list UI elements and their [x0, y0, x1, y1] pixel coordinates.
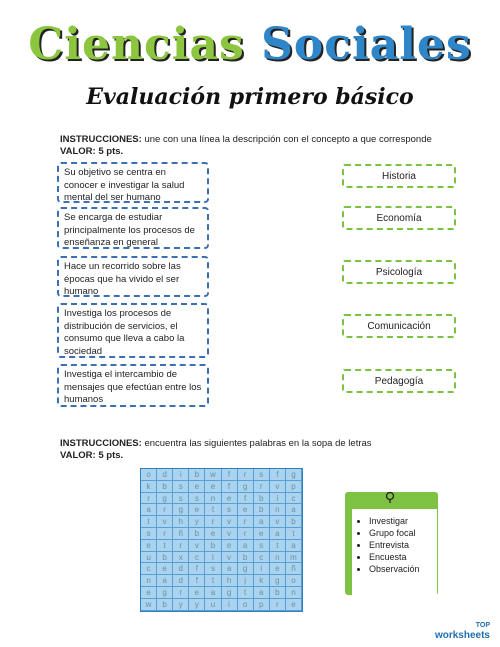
- grid-cell: g: [222, 587, 238, 599]
- grid-cell: n: [270, 504, 286, 516]
- description-box-2: Se encarga de estudiar principalmente los procesos de enseñanza en general: [57, 207, 209, 249]
- grid-cell: n: [286, 587, 302, 599]
- brand-name: worksheets: [434, 630, 490, 641]
- grid-cell: e: [141, 587, 157, 599]
- grid-cell: w: [205, 469, 221, 481]
- grid-cell: g: [270, 575, 286, 587]
- grid-cell: r: [254, 481, 270, 493]
- grid-cell: f: [222, 481, 238, 493]
- grid-cell: y: [189, 599, 205, 611]
- grid-cell: h: [173, 516, 189, 528]
- grid-cell: h: [222, 575, 238, 587]
- grid-cell: v: [189, 540, 205, 552]
- instructions-label: INSTRUCCIONES:: [60, 134, 142, 145]
- grid-cell: f: [189, 575, 205, 587]
- word-search-grid: [140, 468, 303, 612]
- concept-box-4: Comunicación: [342, 314, 456, 338]
- grid-cell: y: [173, 599, 189, 611]
- grid-cell: j: [238, 575, 254, 587]
- grid-cell: a: [286, 504, 302, 516]
- word-list-item: • Grupo focal: [369, 527, 420, 539]
- grid-cell: k: [254, 575, 270, 587]
- grid-cell: b: [157, 481, 173, 493]
- grid-cell: t: [157, 540, 173, 552]
- page-title: [0, 10, 500, 80]
- title-word-2: Sociales: [261, 19, 472, 70]
- grid-cell: b: [270, 587, 286, 599]
- grid-cell: t: [205, 504, 221, 516]
- grid-cell: e: [270, 563, 286, 575]
- concept-box-2: Economía: [342, 206, 456, 230]
- description-box-1: Su objetivo se centra en conocer e investigar la salud mental del ser humano: [57, 162, 209, 203]
- grid-cell: x: [173, 552, 189, 564]
- grid-cell: s: [222, 504, 238, 516]
- grid-cell: r: [173, 540, 189, 552]
- grid-cell: o: [141, 469, 157, 481]
- grid-cell: b: [205, 540, 221, 552]
- value-label: VALOR: 5 pts.: [60, 450, 124, 461]
- grid-cell: e: [141, 540, 157, 552]
- grid-cell: n: [141, 575, 157, 587]
- pin-icon: [384, 491, 396, 503]
- grid-cell: e: [189, 481, 205, 493]
- word-list-card: [345, 492, 438, 595]
- grid-cell: c: [254, 552, 270, 564]
- grid-cell: f: [222, 469, 238, 481]
- grid-cell: c: [141, 563, 157, 575]
- grid-cell: e: [189, 587, 205, 599]
- grid-cell: s: [173, 493, 189, 505]
- grid-cell: y: [189, 516, 205, 528]
- grid-cell: v: [270, 516, 286, 528]
- grid-cell: l: [205, 552, 221, 564]
- grid-cell: b: [254, 504, 270, 516]
- grid-cell: k: [141, 481, 157, 493]
- grid-cell: a: [254, 516, 270, 528]
- grid-cell: s: [205, 563, 221, 575]
- grid-cell: r: [238, 469, 254, 481]
- grid-cell: d: [173, 563, 189, 575]
- grid-cell: e: [222, 493, 238, 505]
- grid-cell: a: [238, 540, 254, 552]
- grid-cell: s: [254, 469, 270, 481]
- instructions-2: [60, 438, 372, 462]
- grid-cell: i: [254, 563, 270, 575]
- grid-cell: m: [286, 552, 302, 564]
- instructions-1: [60, 134, 432, 158]
- grid-cell: r: [238, 528, 254, 540]
- description-box-3: Hace un recorrido sobre las épocas que ha vivido el ser humano: [57, 256, 209, 297]
- grid-cell: e: [286, 599, 302, 611]
- grid-cell: a: [286, 540, 302, 552]
- grid-cell: n: [270, 552, 286, 564]
- grid-cell: u: [141, 552, 157, 564]
- page-subtitle: Evaluación primero básico: [86, 84, 414, 110]
- word-list-item: • Investigar: [369, 515, 420, 527]
- grid-cell: a: [141, 504, 157, 516]
- grid-cell: s: [173, 481, 189, 493]
- grid-cell: e: [205, 528, 221, 540]
- grid-cell: u: [205, 599, 221, 611]
- value-label: VALOR: 5 pts.: [60, 146, 124, 157]
- grid-cell: i: [173, 469, 189, 481]
- grid-cell: e: [205, 481, 221, 493]
- grid-cell: s: [141, 528, 157, 540]
- word-list-item: • Entrevista: [369, 539, 420, 551]
- grid-cell: b: [189, 528, 205, 540]
- word-list-item: • Encuesta: [369, 551, 420, 563]
- grid-cell: o: [238, 599, 254, 611]
- grid-cell: e: [222, 540, 238, 552]
- concept-box-1: Historia: [342, 164, 456, 188]
- grid-cell: a: [254, 587, 270, 599]
- brand-logo: [435, 621, 490, 641]
- grid-cell: a: [270, 528, 286, 540]
- grid-cell: a: [157, 575, 173, 587]
- brand-top: TOP: [475, 622, 490, 629]
- description-box-5: Investiga el intercambio de mensajes que efectúan entre los humanos: [57, 364, 209, 407]
- word-list-paper: [352, 509, 437, 596]
- grid-cell: b: [157, 552, 173, 564]
- grid-cell: r: [173, 587, 189, 599]
- grid-cell: b: [254, 493, 270, 505]
- grid-cell: g: [173, 504, 189, 516]
- grid-cell: r: [205, 516, 221, 528]
- grid-cell: v: [222, 528, 238, 540]
- grid-cell: f: [238, 493, 254, 505]
- grid-cell: b: [238, 552, 254, 564]
- grid-cell: b: [286, 516, 302, 528]
- grid-cell: v: [270, 481, 286, 493]
- grid-cell: c: [189, 552, 205, 564]
- grid-cell: v: [222, 552, 238, 564]
- grid-cell: b: [189, 469, 205, 481]
- grid-cell: d: [173, 575, 189, 587]
- grid-cell: r: [141, 493, 157, 505]
- grid-cell: v: [157, 516, 173, 528]
- grid-cell: i: [222, 599, 238, 611]
- grid-cell: g: [157, 493, 173, 505]
- grid-cell: g: [238, 481, 254, 493]
- title-word-1: Ciencias: [28, 19, 245, 70]
- grid-cell: b: [157, 599, 173, 611]
- grid-cell: v: [222, 516, 238, 528]
- word-list: [352, 515, 420, 575]
- grid-cell: i: [270, 493, 286, 505]
- grid-cell: s: [254, 540, 270, 552]
- grid-cell: r: [270, 599, 286, 611]
- grid-cell: r: [157, 528, 173, 540]
- concept-box-5: Pedagogía: [342, 369, 456, 393]
- description-box-4: Investiga los procesos de distribución de servicios, el consumo que lleva a cabo la sociedad: [57, 303, 209, 358]
- grid-cell: t: [205, 575, 221, 587]
- grid-cell: o: [286, 575, 302, 587]
- grid-cell: f: [189, 563, 205, 575]
- grid-cell: t: [270, 540, 286, 552]
- word-list-item: • Observación: [369, 563, 420, 575]
- grid-cell: g: [157, 587, 173, 599]
- instructions-text: une con una línea la descripción con el concepto a que corresponde: [141, 134, 432, 145]
- instructions-text: encuentra las siguientes palabras en la sopa de letras: [141, 438, 372, 449]
- grid-cell: p: [286, 481, 302, 493]
- grid-cell: e: [157, 563, 173, 575]
- grid-cell: e: [189, 504, 205, 516]
- grid-cell: s: [189, 493, 205, 505]
- grid-cell: ñ: [173, 528, 189, 540]
- grid-cell: r: [238, 516, 254, 528]
- grid-cell: e: [238, 504, 254, 516]
- concept-box-3: Psicología: [342, 260, 456, 284]
- grid-cell: g: [238, 563, 254, 575]
- grid-cell: t: [238, 587, 254, 599]
- grid-cell: ñ: [286, 563, 302, 575]
- grid-cell: c: [286, 493, 302, 505]
- grid-cell: g: [286, 469, 302, 481]
- grid-cell: t: [286, 528, 302, 540]
- grid-cell: p: [254, 599, 270, 611]
- grid-cell: t: [141, 516, 157, 528]
- grid-cell: r: [157, 504, 173, 516]
- grid-cell: e: [254, 528, 270, 540]
- grid-cell: d: [157, 469, 173, 481]
- instructions-label: INSTRUCCIONES:: [60, 438, 142, 449]
- grid-cell: a: [222, 563, 238, 575]
- grid-cell: n: [205, 493, 221, 505]
- grid-cell: w: [141, 599, 157, 611]
- grid-cell: f: [270, 469, 286, 481]
- grid-cell: a: [205, 587, 221, 599]
